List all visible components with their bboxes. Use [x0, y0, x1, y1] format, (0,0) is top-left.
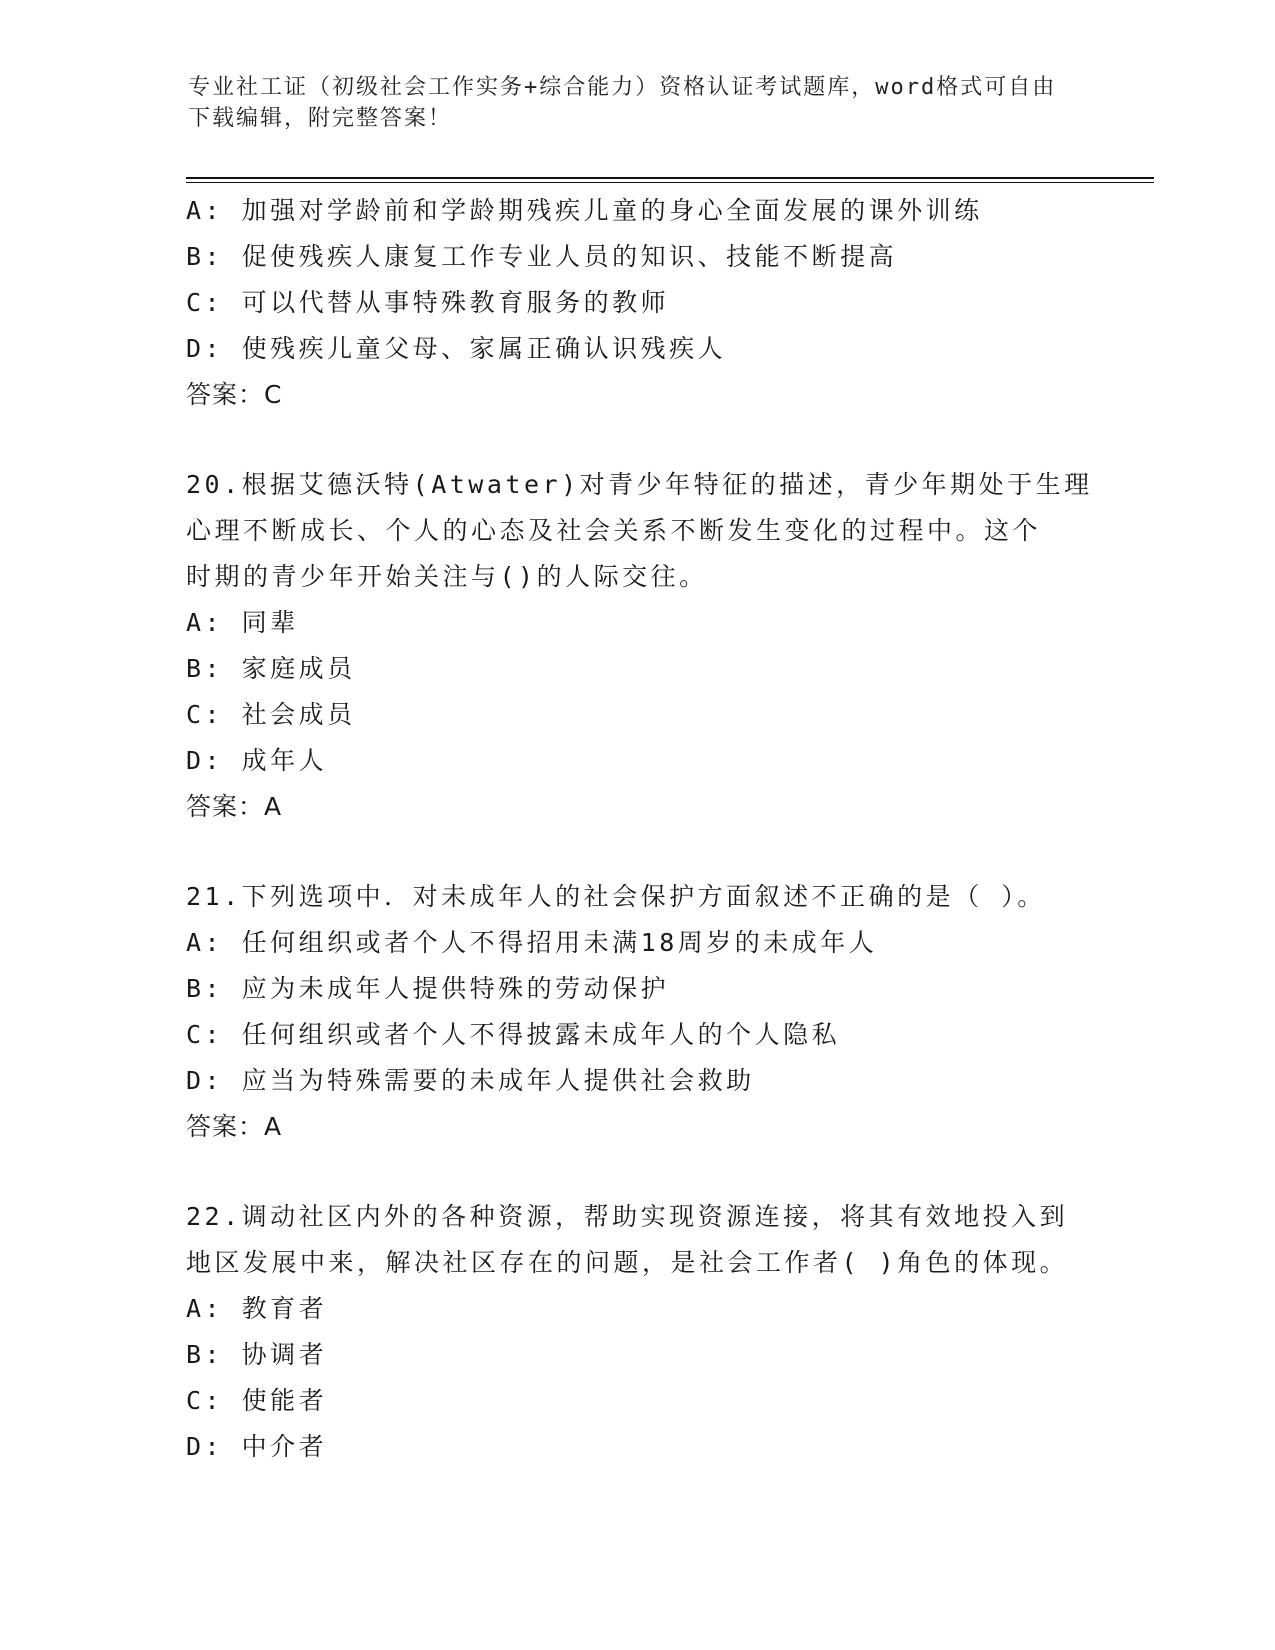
option-d: D: 成年人 [186, 746, 328, 775]
option-c: C: 任何组织或者个人不得披露未成年人的个人隐私 [186, 1020, 841, 1049]
option-a: A: 任何组织或者个人不得招用未满18周岁的未成年人 [186, 928, 878, 957]
question-stem-line: 心理不断成长、个人的心态及社会关系不断发生变化的过程中。这个 [186, 516, 1042, 545]
option-c: C: 可以代替从事特殊教育服务的教师 [186, 288, 670, 317]
header-divider-thick [186, 177, 1154, 179]
option-d: D: 使残疾儿童父母、家属正确认识残疾人 [186, 334, 727, 363]
option-b: B: 应为未成年人提供特殊的劳动保护 [186, 974, 670, 1003]
question-stem-line: 时期的青少年开始关注与()的人际交往。 [186, 562, 708, 591]
option-b: B: 促使残疾人康复工作专业人员的知识、技能不断提高 [186, 242, 898, 271]
option-b: B: 家庭成员 [186, 654, 356, 683]
question-21 [186, 874, 1086, 1150]
answer: 答案：A [186, 792, 283, 821]
option-b: B: 协调者 [186, 1340, 328, 1369]
header-line-2: 下载编辑，附完整答案！ [188, 106, 453, 131]
question-stem-line: 21.下列选项中．对未成年人的社会保护方面叙述不正确的是（ ）。 [186, 882, 1046, 911]
answer: 答案：C [186, 380, 283, 409]
question-19 [186, 188, 1086, 418]
question-stem-line: 地区发展中来，解决社区存在的问题，是社会工作者( )角色的体现。 [186, 1248, 1069, 1277]
question-22 [186, 1194, 1086, 1470]
document-header [188, 72, 1088, 134]
question-20 [186, 462, 1093, 830]
option-a: A: 同辈 [186, 608, 299, 637]
option-d: D: 中介者 [186, 1432, 328, 1461]
question-stem-line: 22.调动社区内外的各种资源，帮助实现资源连接，将其有效地投入到 [186, 1202, 1069, 1231]
option-c: C: 社会成员 [186, 700, 356, 729]
question-stem-line: 20.根据艾德沃特(Atwater)对青少年特征的描述，青少年期处于生理 [186, 470, 1093, 499]
option-d: D: 应当为特殊需要的未成年人提供社会救助 [186, 1066, 755, 1095]
option-a: A: 加强对学龄前和学龄期残疾儿童的身心全面发展的课外训练 [186, 196, 983, 225]
question-list [186, 188, 1093, 1470]
header-line-1: 专业社工证（初级社会工作实务+综合能力）资格认证考试题库，word格式可自由 [188, 75, 1057, 100]
header-divider-thin [186, 182, 1154, 183]
option-a: A: 教育者 [186, 1294, 328, 1323]
answer: 答案：A [186, 1112, 283, 1141]
option-c: C: 使能者 [186, 1386, 328, 1415]
